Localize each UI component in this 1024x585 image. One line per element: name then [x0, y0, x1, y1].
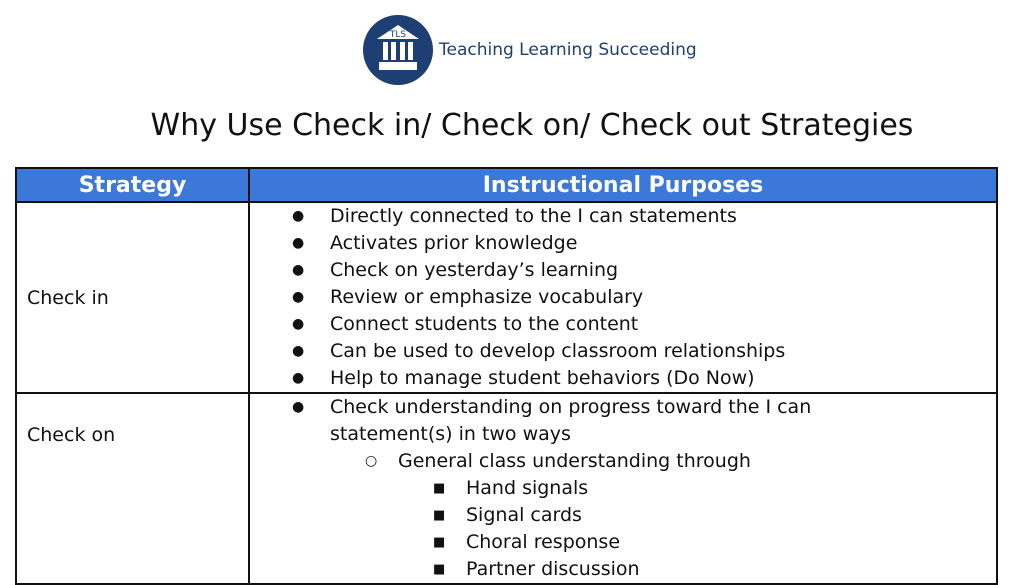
sub-sub-list-item: ■ Choral response	[250, 529, 996, 556]
table-header-row	[16, 168, 997, 202]
strategy-check-on	[16, 393, 249, 584]
svg-text:TLS: TLS	[389, 30, 407, 40]
strategy-table	[15, 167, 998, 585]
list-item: ● Review or emphasize vocabulary	[250, 284, 996, 311]
list-item: ● Check understanding on progress toward the I can	[250, 394, 996, 421]
sub-sub-list-item: ■ Hand signals	[250, 475, 996, 502]
list-item: ● Can be used to develop classroom relationships	[250, 338, 996, 365]
sub-sub-list-item: ■ Partner discussion	[250, 556, 996, 583]
purposes-check-on	[249, 393, 997, 584]
strategy-check-in: Check in	[16, 202, 249, 393]
list-item: ● Check on yesterday’s learning	[250, 257, 996, 284]
strategy-label: Check on	[27, 424, 116, 446]
header-purposes: Instructional Purposes	[249, 168, 997, 202]
logo-building-icon	[363, 15, 433, 85]
purposes-check-in	[249, 202, 997, 393]
list-item: ● Directly connected to the I can statements	[250, 203, 996, 230]
logo-tagline: Teaching Learning Succeeding	[439, 40, 697, 60]
list-item: ● Connect students to the content	[250, 311, 996, 338]
page-title: Why Use Check in/ Check on/ Check out Strategies	[150, 108, 914, 143]
sub-sub-list-item: ■ Signal cards	[250, 502, 996, 529]
tls-logo	[363, 14, 697, 86]
sub-list-item: ○ General class understanding through	[250, 448, 996, 475]
list-item: ● Help to manage student behaviors (Do Now)	[250, 365, 996, 392]
list-item-continuation: statement(s) in two ways	[330, 423, 571, 445]
list-item: ● Activates prior knowledge	[250, 230, 996, 257]
table-row	[16, 202, 997, 393]
table-row	[16, 393, 997, 584]
header-strategy: Strategy	[16, 168, 249, 202]
